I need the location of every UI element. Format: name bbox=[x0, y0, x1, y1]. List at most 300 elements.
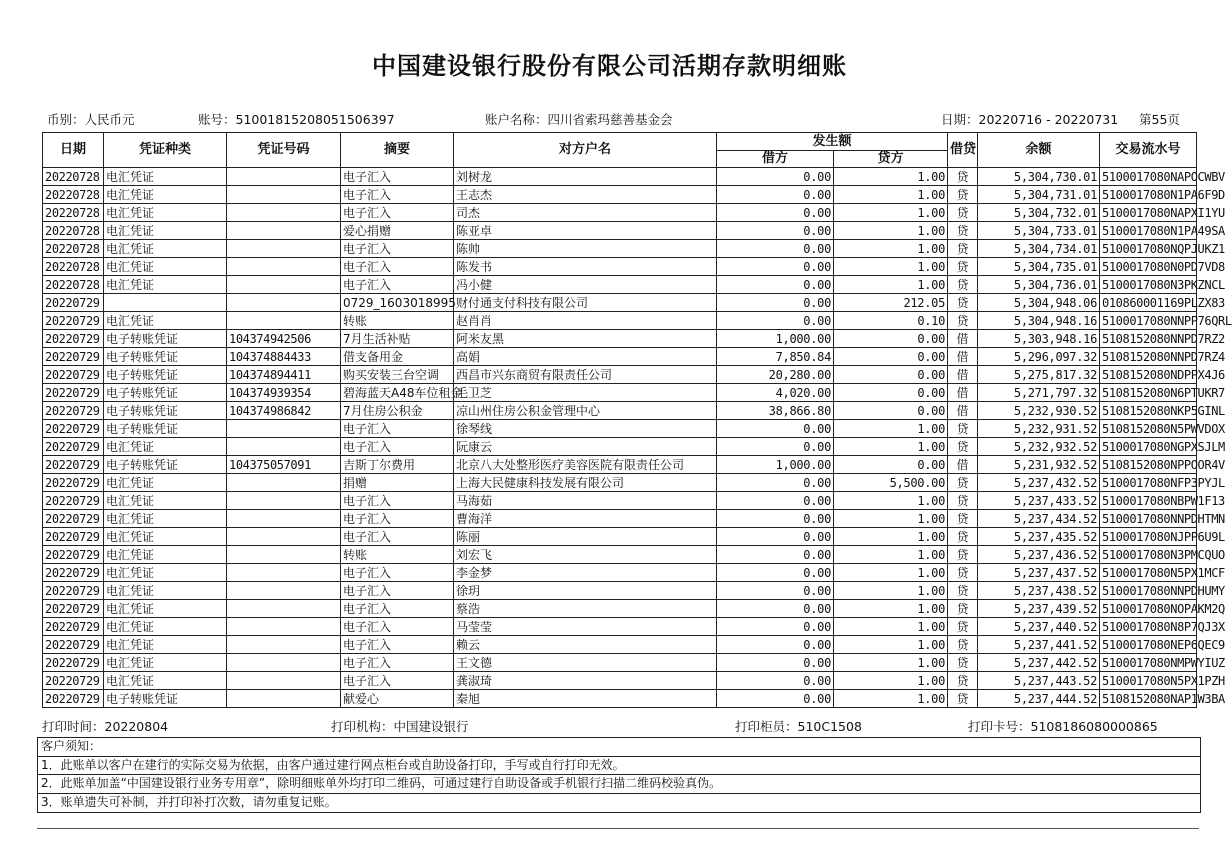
cell-serial: 5100017080NFP3PYJL bbox=[1100, 474, 1197, 492]
cell-counterparty: 凉山州住房公积金管理中心 bbox=[454, 402, 717, 420]
cell-date: 20220728 bbox=[43, 240, 104, 258]
cell-counterparty: 龚淑琦 bbox=[454, 672, 717, 690]
print-time: 打印时间：20220804 bbox=[42, 719, 169, 734]
cell-credit: 0.00 bbox=[834, 456, 948, 474]
cell-serial: 5100017080NEP6QEC9 bbox=[1100, 636, 1197, 654]
cell-voucher-type: 电汇凭证 bbox=[104, 582, 227, 600]
cell-balance: 5,304,733.01 bbox=[978, 222, 1100, 240]
cell-counterparty: 阿米友黑 bbox=[454, 330, 717, 348]
cell-voucher-type: 电汇凭证 bbox=[104, 240, 227, 258]
cell-balance: 5,304,731.01 bbox=[978, 186, 1100, 204]
cell-debit: 0.00 bbox=[717, 186, 834, 204]
header-balance: 余额 bbox=[978, 133, 1100, 168]
page-number: 第55页 bbox=[1139, 112, 1180, 127]
cell-debit-credit: 贷 bbox=[948, 672, 978, 690]
cell-serial: 5100017080N3PMCQUO bbox=[1100, 546, 1197, 564]
cell-balance: 5,237,432.52 bbox=[978, 474, 1100, 492]
cell-voucher-type: 电汇凭证 bbox=[104, 168, 227, 186]
cell-date: 20220728 bbox=[43, 258, 104, 276]
cell-serial: 5100017080NMPWYIUZ bbox=[1100, 654, 1197, 672]
cell-debit: 0.00 bbox=[717, 312, 834, 330]
cell-debit: 0.00 bbox=[717, 276, 834, 294]
cell-serial: 5100017080NBPW1F13 bbox=[1100, 492, 1197, 510]
cell-voucher-type: 电汇凭证 bbox=[104, 492, 227, 510]
ledger-table bbox=[42, 132, 1232, 708]
cell-credit: 1.00 bbox=[834, 582, 948, 600]
cell-voucher-type: 电汇凭证 bbox=[104, 474, 227, 492]
cell-date: 20220728 bbox=[43, 222, 104, 240]
table-row bbox=[43, 546, 1197, 564]
table-row bbox=[43, 672, 1197, 690]
cell-credit: 0.00 bbox=[834, 348, 948, 366]
cell-serial: 5100017080NNPDHUMY bbox=[1100, 582, 1197, 600]
cell-voucher-no bbox=[227, 294, 341, 312]
cell-voucher-no bbox=[227, 546, 341, 564]
cell-balance: 5,304,948.06 bbox=[978, 294, 1100, 312]
cell-summary: 电子汇入 bbox=[341, 420, 454, 438]
cell-credit: 0.10 bbox=[834, 312, 948, 330]
cell-debit: 0.00 bbox=[717, 510, 834, 528]
cell-balance: 5,304,735.01 bbox=[978, 258, 1100, 276]
cell-date: 20220729 bbox=[43, 402, 104, 420]
cell-counterparty: 赵肖肖 bbox=[454, 312, 717, 330]
cell-debit-credit: 贷 bbox=[948, 546, 978, 564]
cell-serial: 5108152080NAP1W3BA bbox=[1100, 690, 1197, 708]
cell-debit: 0.00 bbox=[717, 618, 834, 636]
cell-counterparty: 陈丽 bbox=[454, 528, 717, 546]
cell-voucher-no bbox=[227, 672, 341, 690]
cell-summary: 捐赠 bbox=[341, 474, 454, 492]
cell-balance: 5,237,440.52 bbox=[978, 618, 1100, 636]
cell-credit: 1.00 bbox=[834, 420, 948, 438]
cell-date: 20220729 bbox=[43, 438, 104, 456]
cell-serial: 5100017080N8P7QJ3X bbox=[1100, 618, 1197, 636]
cell-voucher-no: 104374894411 bbox=[227, 366, 341, 384]
cell-voucher-no bbox=[227, 240, 341, 258]
table-row bbox=[43, 690, 1197, 708]
cell-balance: 5,275,817.32 bbox=[978, 366, 1100, 384]
cell-debit-credit: 贷 bbox=[948, 312, 978, 330]
cell-summary: 电子汇入 bbox=[341, 528, 454, 546]
cell-date: 20220729 bbox=[43, 546, 104, 564]
cell-date: 20220728 bbox=[43, 204, 104, 222]
cell-counterparty: 毛卫芝 bbox=[454, 384, 717, 402]
account-name: 账户名称：四川省索玛慈善基金会 bbox=[485, 112, 673, 127]
cell-debit-credit: 贷 bbox=[948, 510, 978, 528]
cell-credit: 0.00 bbox=[834, 402, 948, 420]
table-row bbox=[43, 492, 1197, 510]
cell-credit: 1.00 bbox=[834, 258, 948, 276]
note-item-1: 1．此账单以客户在建行的实际交易为依据，由客户通过建行网点柜台或自助设备打印，手写或自行打印无效。 bbox=[38, 757, 1200, 776]
header-amount-group: 发生额 bbox=[717, 133, 948, 151]
cell-balance: 5,237,439.52 bbox=[978, 600, 1100, 618]
cell-counterparty: 陈帅 bbox=[454, 240, 717, 258]
cell-voucher-type bbox=[104, 294, 227, 312]
cell-counterparty: 马海茹 bbox=[454, 492, 717, 510]
cell-balance: 5,304,730.01 bbox=[978, 168, 1100, 186]
cell-debit: 1,000.00 bbox=[717, 456, 834, 474]
cell-balance: 5,237,442.52 bbox=[978, 654, 1100, 672]
cell-summary: 0729_1603018995 bbox=[341, 294, 454, 312]
cell-date: 20220729 bbox=[43, 420, 104, 438]
cell-voucher-no bbox=[227, 564, 341, 582]
cell-date: 20220729 bbox=[43, 582, 104, 600]
table-row bbox=[43, 294, 1197, 312]
cell-debit-credit: 贷 bbox=[948, 186, 978, 204]
cell-voucher-no bbox=[227, 492, 341, 510]
cell-credit: 1.00 bbox=[834, 240, 948, 258]
cell-counterparty: 秦旭 bbox=[454, 690, 717, 708]
cell-voucher-type: 电子转账凭证 bbox=[104, 690, 227, 708]
header-date: 日期 bbox=[43, 133, 104, 168]
cell-summary: 电子汇入 bbox=[341, 258, 454, 276]
cell-credit: 0.00 bbox=[834, 366, 948, 384]
table-row bbox=[43, 330, 1197, 348]
cell-voucher-no bbox=[227, 510, 341, 528]
cell-voucher-type: 电汇凭证 bbox=[104, 654, 227, 672]
cell-counterparty: 北京八大处整形医疗美容医院有限责任公司 bbox=[454, 456, 717, 474]
cell-serial: 5108152080N5PWVDOX bbox=[1100, 420, 1197, 438]
cell-counterparty: 冯小健 bbox=[454, 276, 717, 294]
cell-debit-credit: 贷 bbox=[948, 276, 978, 294]
cell-voucher-type: 电汇凭证 bbox=[104, 636, 227, 654]
cell-voucher-type: 电汇凭证 bbox=[104, 546, 227, 564]
cell-credit: 1.00 bbox=[834, 564, 948, 582]
cell-voucher-type: 电子转账凭证 bbox=[104, 366, 227, 384]
table-row bbox=[43, 402, 1197, 420]
table-row bbox=[43, 348, 1197, 366]
cell-serial: 5108152080N6PTUKR7 bbox=[1100, 384, 1197, 402]
cell-serial: 5108152080NNPD7RZ4 bbox=[1100, 348, 1197, 366]
cell-summary: 电子汇入 bbox=[341, 492, 454, 510]
cell-debit-credit: 贷 bbox=[948, 636, 978, 654]
account-number: 账号：51001815208051506397 bbox=[198, 112, 395, 127]
ledger-body bbox=[43, 168, 1232, 708]
cell-voucher-no bbox=[227, 276, 341, 294]
cell-voucher-no bbox=[227, 636, 341, 654]
cell-counterparty: 曹海洋 bbox=[454, 510, 717, 528]
cell-debit: 0.00 bbox=[717, 636, 834, 654]
header-voucher-no: 凭证号码 bbox=[227, 133, 341, 168]
cell-serial: 5108152080NNPD7RZ2 bbox=[1100, 330, 1197, 348]
cell-debit: 0.00 bbox=[717, 546, 834, 564]
cell-debit-credit: 借 bbox=[948, 366, 978, 384]
cell-summary: 电子汇入 bbox=[341, 600, 454, 618]
cell-credit: 1.00 bbox=[834, 168, 948, 186]
cell-debit: 0.00 bbox=[717, 294, 834, 312]
cell-voucher-no bbox=[227, 474, 341, 492]
cell-summary: 电子汇入 bbox=[341, 654, 454, 672]
cell-debit-credit: 贷 bbox=[948, 420, 978, 438]
print-org: 打印机构：中国建设银行 bbox=[331, 719, 469, 734]
cell-voucher-type: 电汇凭证 bbox=[104, 672, 227, 690]
table-row bbox=[43, 582, 1197, 600]
notes-heading: 客户须知： bbox=[38, 738, 1200, 757]
cell-credit: 1.00 bbox=[834, 672, 948, 690]
cell-serial: 5108152080NDPPX4J6 bbox=[1100, 366, 1197, 384]
cell-voucher-no bbox=[227, 582, 341, 600]
cell-debit: 0.00 bbox=[717, 258, 834, 276]
cell-debit-credit: 贷 bbox=[948, 438, 978, 456]
cell-voucher-no bbox=[227, 654, 341, 672]
cell-serial: 5100017080N3PKZNCL bbox=[1100, 276, 1197, 294]
cell-counterparty: 陈亚卓 bbox=[454, 222, 717, 240]
cell-counterparty: 司杰 bbox=[454, 204, 717, 222]
header-serial: 交易流水号 bbox=[1100, 133, 1197, 168]
cell-voucher-no bbox=[227, 258, 341, 276]
cell-summary: 爱心捐赠 bbox=[341, 222, 454, 240]
print-teller: 打印柜员：510C1508 bbox=[735, 719, 862, 734]
cell-serial: 5100017080N5PX1PZH bbox=[1100, 672, 1197, 690]
cell-debit-credit: 贷 bbox=[948, 258, 978, 276]
cell-debit: 0.00 bbox=[717, 582, 834, 600]
cell-debit: 0.00 bbox=[717, 690, 834, 708]
cell-voucher-type: 电子转账凭证 bbox=[104, 402, 227, 420]
cell-balance: 5,237,441.52 bbox=[978, 636, 1100, 654]
cell-balance: 5,231,932.52 bbox=[978, 456, 1100, 474]
cell-balance: 5,237,443.52 bbox=[978, 672, 1100, 690]
print-card: 打印卡号：5108186080000865 bbox=[968, 719, 1158, 734]
note-item-2: 2．此账单加盖“中国建设银行业务专用章”，除明细账单外均打印二维码，可通过建行自助设备或手机银行扫描二维码校验真伪。 bbox=[38, 775, 1200, 794]
cell-debit: 0.00 bbox=[717, 564, 834, 582]
table-row bbox=[43, 618, 1197, 636]
cell-summary: 电子汇入 bbox=[341, 672, 454, 690]
currency-label: 币别：人民币元 bbox=[47, 112, 135, 127]
cell-debit: 0.00 bbox=[717, 420, 834, 438]
cell-summary: 7月住房公积金 bbox=[341, 402, 454, 420]
cell-voucher-no bbox=[227, 690, 341, 708]
cell-summary: 电子汇入 bbox=[341, 564, 454, 582]
cell-date: 20220728 bbox=[43, 186, 104, 204]
cell-counterparty: 上海大民健康科技发展有限公司 bbox=[454, 474, 717, 492]
header-debit: 借方 bbox=[717, 151, 834, 168]
cell-balance: 5,237,434.52 bbox=[978, 510, 1100, 528]
cell-debit-credit: 贷 bbox=[948, 204, 978, 222]
cell-serial: 5100017080NNPDHTMN bbox=[1100, 510, 1197, 528]
cell-voucher-type: 电汇凭证 bbox=[104, 564, 227, 582]
table-row bbox=[43, 312, 1197, 330]
cell-counterparty: 财付通支付科技有限公司 bbox=[454, 294, 717, 312]
cell-voucher-no bbox=[227, 204, 341, 222]
cell-summary: 电子汇入 bbox=[341, 438, 454, 456]
cell-debit: 0.00 bbox=[717, 492, 834, 510]
cell-balance: 5,304,732.01 bbox=[978, 204, 1100, 222]
cell-debit-credit: 贷 bbox=[948, 582, 978, 600]
cell-voucher-type: 电子转账凭证 bbox=[104, 348, 227, 366]
cell-voucher-type: 电汇凭证 bbox=[104, 438, 227, 456]
cell-balance: 5,271,797.32 bbox=[978, 384, 1100, 402]
cell-serial: 5108152080NPPOOR4V bbox=[1100, 456, 1197, 474]
cell-balance: 5,237,438.52 bbox=[978, 582, 1100, 600]
cell-voucher-type: 电汇凭证 bbox=[104, 258, 227, 276]
cell-date: 20220729 bbox=[43, 492, 104, 510]
cell-voucher-no bbox=[227, 438, 341, 456]
cell-credit: 1.00 bbox=[834, 510, 948, 528]
cell-counterparty: 高娟 bbox=[454, 348, 717, 366]
cell-voucher-type: 电汇凭证 bbox=[104, 528, 227, 546]
cell-balance: 5,296,097.32 bbox=[978, 348, 1100, 366]
table-row bbox=[43, 528, 1197, 546]
header-voucher-type: 凭证种类 bbox=[104, 133, 227, 168]
cell-debit-credit: 贷 bbox=[948, 492, 978, 510]
header-credit: 贷方 bbox=[834, 151, 948, 168]
cell-voucher-type: 电子转账凭证 bbox=[104, 384, 227, 402]
cell-date: 20220729 bbox=[43, 564, 104, 582]
cell-voucher-type: 电汇凭证 bbox=[104, 510, 227, 528]
cell-counterparty: 李金梦 bbox=[454, 564, 717, 582]
cell-summary: 电子汇入 bbox=[341, 510, 454, 528]
cell-date: 20220729 bbox=[43, 510, 104, 528]
cell-serial: 5100017080NJPP6U9L bbox=[1100, 528, 1197, 546]
cell-voucher-no bbox=[227, 222, 341, 240]
cell-summary: 电子汇入 bbox=[341, 186, 454, 204]
cell-debit: 0.00 bbox=[717, 654, 834, 672]
cell-debit-credit: 贷 bbox=[948, 222, 978, 240]
header-debit-credit: 借贷 bbox=[948, 133, 978, 168]
cell-voucher-type: 电汇凭证 bbox=[104, 600, 227, 618]
cell-balance: 5,237,435.52 bbox=[978, 528, 1100, 546]
cell-summary: 购买安装三台空调 bbox=[341, 366, 454, 384]
table-row bbox=[43, 204, 1197, 222]
cell-voucher-no: 104374939354 bbox=[227, 384, 341, 402]
cell-serial: 5100017080NAPOCWBV bbox=[1100, 168, 1197, 186]
cell-summary: 电子汇入 bbox=[341, 618, 454, 636]
cell-serial: 5100017080NAPXI1YU bbox=[1100, 204, 1197, 222]
cell-counterparty: 蔡浩 bbox=[454, 600, 717, 618]
cell-summary: 转账 bbox=[341, 312, 454, 330]
cell-balance: 5,237,437.52 bbox=[978, 564, 1100, 582]
cell-date: 20220729 bbox=[43, 528, 104, 546]
cell-voucher-type: 电汇凭证 bbox=[104, 618, 227, 636]
cell-voucher-type: 电汇凭证 bbox=[104, 312, 227, 330]
table-row bbox=[43, 510, 1197, 528]
cell-serial: 5100017080NOPAKM2Q bbox=[1100, 600, 1197, 618]
cell-debit-credit: 贷 bbox=[948, 690, 978, 708]
cell-debit: 38,866.80 bbox=[717, 402, 834, 420]
cell-debit: 0.00 bbox=[717, 240, 834, 258]
cell-credit: 1.00 bbox=[834, 186, 948, 204]
header-counterparty: 对方户名 bbox=[454, 133, 717, 168]
table-row bbox=[43, 168, 1197, 186]
bottom-divider bbox=[37, 828, 1199, 829]
cell-debit: 0.00 bbox=[717, 438, 834, 456]
cell-debit-credit: 贷 bbox=[948, 654, 978, 672]
cell-balance: 5,232,930.52 bbox=[978, 402, 1100, 420]
cell-date: 20220729 bbox=[43, 366, 104, 384]
cell-counterparty: 徐玥 bbox=[454, 582, 717, 600]
cell-balance: 5,237,433.52 bbox=[978, 492, 1100, 510]
cell-serial: 010860001169PLZX83 bbox=[1100, 294, 1197, 312]
cell-date: 20220729 bbox=[43, 690, 104, 708]
cell-debit: 0.00 bbox=[717, 204, 834, 222]
cell-date: 20220728 bbox=[43, 168, 104, 186]
cell-balance: 5,237,444.52 bbox=[978, 690, 1100, 708]
table-row bbox=[43, 456, 1197, 474]
cell-balance: 5,237,436.52 bbox=[978, 546, 1100, 564]
table-row bbox=[43, 438, 1197, 456]
cell-voucher-no bbox=[227, 168, 341, 186]
cell-balance: 5,304,948.16 bbox=[978, 312, 1100, 330]
cell-voucher-type: 电子转账凭证 bbox=[104, 330, 227, 348]
cell-voucher-type: 电汇凭证 bbox=[104, 222, 227, 240]
cell-balance: 5,232,932.52 bbox=[978, 438, 1100, 456]
cell-voucher-no: 104374986842 bbox=[227, 402, 341, 420]
cell-voucher-no bbox=[227, 600, 341, 618]
cell-summary: 7月生活补贴 bbox=[341, 330, 454, 348]
cell-credit: 1.00 bbox=[834, 546, 948, 564]
cell-debit-credit: 借 bbox=[948, 402, 978, 420]
cell-date: 20220729 bbox=[43, 294, 104, 312]
cell-counterparty: 刘宏飞 bbox=[454, 546, 717, 564]
cell-debit-credit: 贷 bbox=[948, 240, 978, 258]
document-title: 中国建设银行股份有限公司活期存款明细账 bbox=[372, 51, 847, 80]
table-row bbox=[43, 258, 1197, 276]
cell-voucher-no bbox=[227, 618, 341, 636]
cell-credit: 1.00 bbox=[834, 618, 948, 636]
cell-summary: 吉斯丁尔费用 bbox=[341, 456, 454, 474]
table-row bbox=[43, 384, 1197, 402]
note-item-3: 3．账单遗失可补制，并打印补打次数，请勿重复记账。 bbox=[41, 794, 337, 809]
table-row bbox=[43, 276, 1197, 294]
cell-date: 20220729 bbox=[43, 348, 104, 366]
cell-balance: 5,303,948.16 bbox=[978, 330, 1100, 348]
cell-serial: 5108152080NKP5GINL bbox=[1100, 402, 1197, 420]
cell-credit: 1.00 bbox=[834, 636, 948, 654]
date-range: 日期：20220716 - 20220731 bbox=[941, 112, 1119, 127]
table-row bbox=[43, 600, 1197, 618]
cell-debit-credit: 借 bbox=[948, 456, 978, 474]
cell-debit: 0.00 bbox=[717, 528, 834, 546]
cell-debit-credit: 借 bbox=[948, 348, 978, 366]
cell-voucher-no bbox=[227, 528, 341, 546]
cell-serial: 5100017080N0PD7VD8 bbox=[1100, 258, 1197, 276]
cell-voucher-type: 电子转账凭证 bbox=[104, 420, 227, 438]
cell-serial: 5100017080N1PA49SA bbox=[1100, 222, 1197, 240]
cell-balance: 5,232,931.52 bbox=[978, 420, 1100, 438]
cell-debit-credit: 贷 bbox=[948, 564, 978, 582]
cell-credit: 1.00 bbox=[834, 222, 948, 240]
cell-counterparty: 刘树龙 bbox=[454, 168, 717, 186]
cell-balance: 5,304,736.01 bbox=[978, 276, 1100, 294]
cell-debit-credit: 贷 bbox=[948, 528, 978, 546]
cell-debit: 0.00 bbox=[717, 474, 834, 492]
cell-counterparty: 赖云 bbox=[454, 636, 717, 654]
cell-date: 20220729 bbox=[43, 636, 104, 654]
cell-date: 20220729 bbox=[43, 474, 104, 492]
cell-date: 20220729 bbox=[43, 456, 104, 474]
cell-debit-credit: 借 bbox=[948, 330, 978, 348]
cell-serial: 5100017080N5PX1MCF bbox=[1100, 564, 1197, 582]
table-row bbox=[43, 222, 1197, 240]
cell-serial: 5100017080NNPP76QRL bbox=[1100, 312, 1197, 330]
cell-voucher-no bbox=[227, 312, 341, 330]
cell-debit-credit: 贷 bbox=[948, 618, 978, 636]
cell-counterparty: 王志杰 bbox=[454, 186, 717, 204]
cell-summary: 献爱心 bbox=[341, 690, 454, 708]
cell-debit-credit: 借 bbox=[948, 384, 978, 402]
cell-summary: 电子汇入 bbox=[341, 168, 454, 186]
cell-credit: 1.00 bbox=[834, 492, 948, 510]
cell-summary: 电子汇入 bbox=[341, 204, 454, 222]
cell-debit-credit: 贷 bbox=[948, 474, 978, 492]
cell-credit: 5,500.00 bbox=[834, 474, 948, 492]
table-row bbox=[43, 636, 1197, 654]
cell-summary: 电子汇入 bbox=[341, 582, 454, 600]
cell-summary: 借支备用金 bbox=[341, 348, 454, 366]
cell-credit: 212.05 bbox=[834, 294, 948, 312]
cell-debit: 0.00 bbox=[717, 168, 834, 186]
cell-date: 20220729 bbox=[43, 312, 104, 330]
